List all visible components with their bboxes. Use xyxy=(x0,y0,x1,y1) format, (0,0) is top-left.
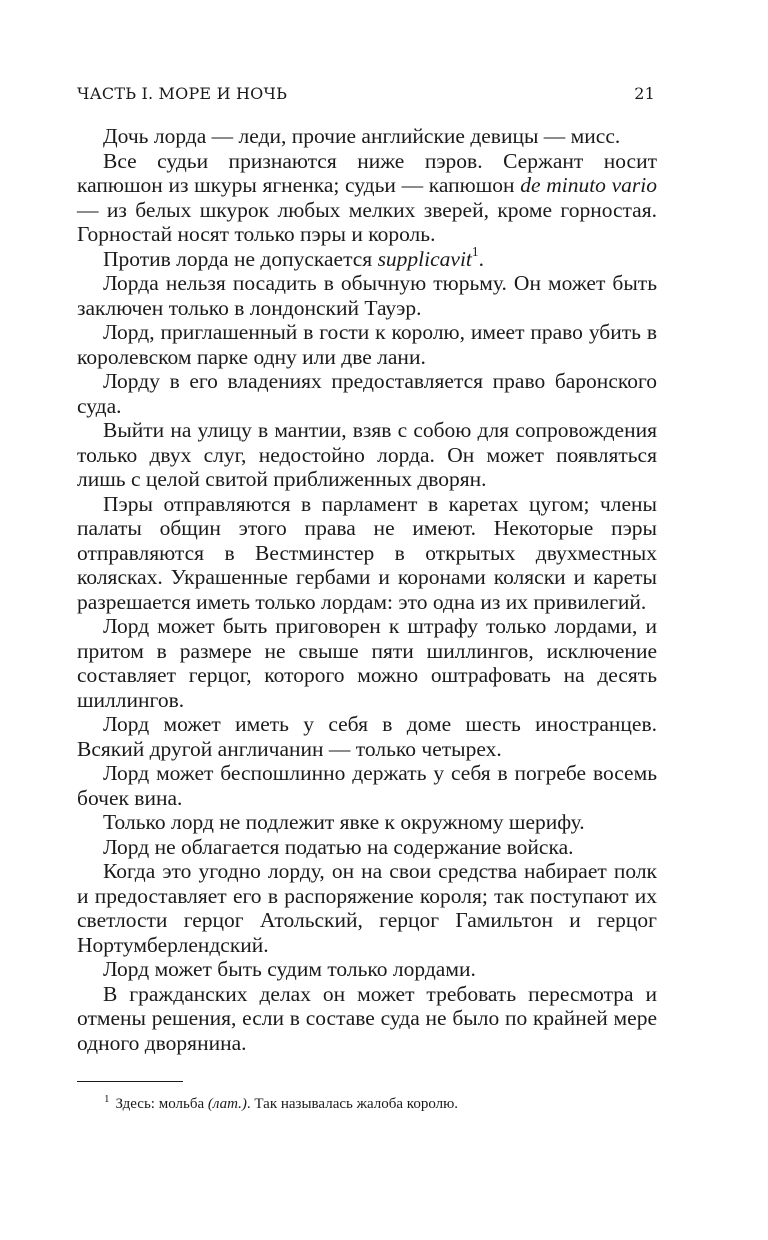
running-header xyxy=(77,84,655,103)
paragraph: Лорду в его владениях предоставляется право баронского суда. xyxy=(77,369,657,418)
page-number: 21 xyxy=(634,84,655,103)
paragraph: Когда это угодно лорду, он на свои средства набирает полк и предоставляет его в распоряжение короля; так поступают их светлости герцог Атольский, герцог Гамильтон и герцог Нортумберлендский. xyxy=(77,859,657,957)
footnote-italic: (лат.) xyxy=(207,1096,247,1112)
footnote-divider xyxy=(77,1081,183,1082)
latin-term: supplicavit xyxy=(377,246,472,271)
paragraph: Пэры отправляются в парламент в каретах цугом; члены палаты общин этого права не имеют. Некоторые пэры отправляются в Вестминстер в открытых двухместных колясках. Украшенные гербами и коронами коляски и кареты разрешается иметь только лордам: это одна из их привилегий. xyxy=(77,491,657,614)
paragraph: Все судьи признаются ниже пэров. Сержант носит капюшон из шкуры ягненка; судьи — капюшон de minuto vario — из белых шкурок любых мелких зверей, кроме горностая. Горностай носят только пэры и король. xyxy=(77,148,657,246)
paragraph: Лорд может иметь у себя в доме шесть иностранцев. Всякий другой англичанин — только четырех. xyxy=(77,712,657,761)
body-text xyxy=(77,124,657,1055)
paragraph: Лорд не облагается податью на содержание войска. xyxy=(103,834,574,859)
footnote-number: 1 xyxy=(104,1093,110,1105)
running-title: ЧАСТЬ I. МОРЕ И НОЧЬ xyxy=(77,84,288,103)
paragraph: В гражданских делах он может требовать пересмотра и отмены решения, если в составе суда не было по крайней мере одного дворянина. xyxy=(77,981,657,1055)
footnote: $^1$ Здесь: мольба (лат.). Так называлась жалоба королю. xyxy=(104,1093,459,1112)
paragraph: Только лорд не подлежит явке к окружному шерифу. xyxy=(103,810,585,834)
paragraph: Дочь лорда — леди, прочие английские девицы — мисс. xyxy=(103,124,621,148)
paragraph: Лорд, приглашенный в гости к королю, имеет право убить в королевском парке одну или две лани. xyxy=(77,320,657,369)
paragraph: Лорд может быть приговорен к штрафу только лордами, и притом в размере не свыше пяти шиллингов, исключение составляет герцог, которого можно оштрафовать на десять шиллингов. xyxy=(77,614,657,712)
paragraph: Против лорда не допускается supplicavit$^1$. xyxy=(103,244,484,271)
paragraph: Лорд может беспошлинно держать у себя в погребе восемь бочек вина. xyxy=(77,761,657,810)
paragraph: Лорда нельзя посадить в обычную тюрьму. Он может быть заключен только в лондонский Тауэр. xyxy=(77,271,657,320)
paragraph: Лорд может быть судим только лордами. xyxy=(103,957,476,981)
footnote-ref[interactable]: 1 xyxy=(471,244,479,260)
paragraph: Выйти на улицу в мантии, взяв с собою для сопровождения только двух слуг, недостойно лорда. Он может появляться лишь с целой свитой приближенных дворян. xyxy=(77,418,657,491)
latin-term: de minuto vario xyxy=(520,173,657,197)
